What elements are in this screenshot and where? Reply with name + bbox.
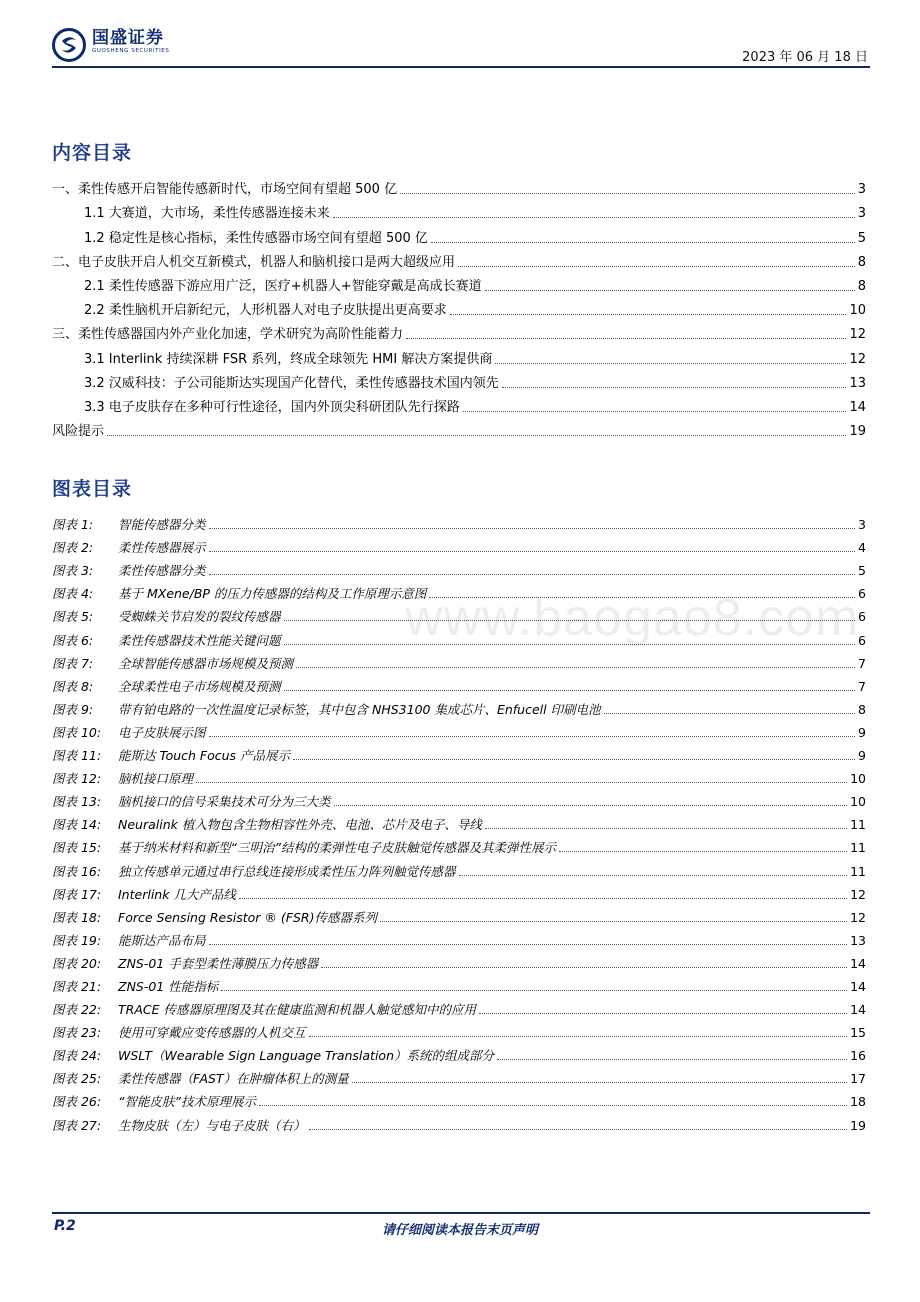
figure-entry[interactable] bbox=[52, 764, 866, 787]
figure-entry-page: 19 bbox=[850, 1117, 866, 1133]
toc-entry-page: 3 bbox=[857, 182, 866, 198]
toc-leader-dots bbox=[333, 217, 855, 218]
toc-leader-dots bbox=[495, 363, 846, 364]
figure-entry-text: 全球柔性电子市场规模及预测 bbox=[118, 678, 281, 694]
figure-leader-dots bbox=[284, 690, 856, 691]
figure-label: 图表 6: bbox=[52, 632, 94, 648]
figure-label: 图表 19: bbox=[52, 932, 102, 948]
toc-leader-dots bbox=[406, 338, 846, 339]
figure-entry-page: 7 bbox=[858, 655, 866, 671]
figure-entry[interactable] bbox=[52, 787, 866, 810]
figure-entry-text: 使用可穿戴应变传感器的人机交互 bbox=[118, 1025, 306, 1041]
toc-entry[interactable] bbox=[52, 416, 866, 440]
figure-entry-page: 14 bbox=[850, 955, 866, 971]
toc-entry-page: 8 bbox=[857, 278, 866, 294]
figure-leader-dots bbox=[380, 921, 847, 922]
figure-label: 图表 14: bbox=[52, 817, 102, 833]
figure-entry-text: 受蜘蛛关节启发的裂纹传感器 bbox=[118, 609, 281, 625]
header-divider bbox=[52, 66, 870, 68]
figure-entry-text: Neuralink 植入物包含生物相容性外壳、电池、芯片及电子、导线 bbox=[118, 817, 482, 833]
figure-label: 图表 22: bbox=[52, 1002, 102, 1018]
figure-entry-page: 13 bbox=[850, 932, 866, 948]
figure-entry-page: 14 bbox=[850, 978, 866, 994]
toc-entry[interactable] bbox=[52, 222, 866, 246]
toc-entry-text: 1.1 大赛道，大市场，柔性传感器连接未来 bbox=[84, 206, 330, 222]
figure-entry-page: 6 bbox=[858, 609, 866, 625]
figure-entry-page: 10 bbox=[850, 771, 866, 787]
figure-label: 图表 24: bbox=[52, 1048, 102, 1064]
figure-entry-page: 17 bbox=[850, 1071, 866, 1087]
figure-entry[interactable] bbox=[52, 1087, 866, 1110]
figure-entry[interactable] bbox=[52, 510, 866, 533]
figure-leader-dots bbox=[352, 1082, 848, 1083]
figure-leader-dots bbox=[321, 967, 847, 968]
toc-leader-dots bbox=[400, 193, 855, 194]
footer-disclaimer: 请仔细阅读本报告末页声明 bbox=[381, 1223, 538, 1238]
toc-entry-text: 2.2 柔性脑机开启新纪元，人形机器人对电子皮肤提出更高要求 bbox=[84, 303, 447, 319]
figure-entry-page: 9 bbox=[858, 748, 866, 764]
figure-entry-page: 14 bbox=[850, 1002, 866, 1018]
figure-entry-page: 15 bbox=[850, 1025, 866, 1041]
toc-entry-text: 3.3 电子皮肤存在多种可行性途径，国内外顶尖科研团队先行探路 bbox=[84, 399, 460, 415]
figure-entry-page: 11 bbox=[850, 817, 866, 833]
figure-entry-text: 智能传感器分类 bbox=[118, 517, 206, 533]
figure-leader-dots bbox=[479, 1013, 847, 1014]
toc-entry[interactable] bbox=[52, 368, 866, 392]
toc-entry-page: 8 bbox=[857, 254, 866, 270]
figure-entry[interactable] bbox=[52, 1110, 866, 1133]
figure-label: 图表 8: bbox=[52, 678, 94, 694]
toc-leader-dots bbox=[431, 242, 855, 243]
figure-entry[interactable] bbox=[52, 903, 866, 926]
toc-entry-text: 1.2 稳定性是核心指标，柔性传感器市场空间有望超 500 亿 bbox=[84, 230, 428, 246]
figure-entry[interactable] bbox=[52, 741, 866, 764]
figure-entry-page: 18 bbox=[850, 1094, 866, 1110]
figure-entry-text: ZNS-01 性能指标 bbox=[118, 978, 219, 994]
figure-entry-page: 8 bbox=[858, 701, 866, 717]
toc-entry-text: 三、柔性传感器国内外产业化加速，学术研究为高阶性能蓄力 bbox=[52, 327, 404, 343]
figure-entry-page: 11 bbox=[850, 840, 866, 856]
figure-entry-page: 16 bbox=[850, 1048, 866, 1064]
toc-entry-page: 19 bbox=[849, 424, 866, 440]
company-name-en: GUOSHENG SECURITIES bbox=[92, 48, 170, 54]
toc-entry-page: 5 bbox=[857, 230, 866, 246]
figure-label: 图表 11: bbox=[52, 748, 102, 764]
figure-entry[interactable] bbox=[52, 718, 866, 741]
toc-entry-text: 3.2 汉威科技：子公司能斯达实现国产化替代，柔性传感器技术国内领先 bbox=[84, 375, 499, 391]
figure-entry-text: 电子皮肤展示图 bbox=[118, 724, 206, 740]
figure-leader-dots bbox=[497, 1059, 847, 1060]
figure-label: 图表 10: bbox=[52, 724, 102, 740]
figure-leader-dots bbox=[309, 1036, 848, 1037]
figure-label: 图表 17: bbox=[52, 886, 102, 902]
figure-label: 图表 18: bbox=[52, 909, 102, 925]
toc-leader-dots bbox=[107, 435, 846, 436]
figure-entry-text: WSLT（Wearable Sign Language Translation）系统的组成部分 bbox=[118, 1048, 495, 1064]
figure-entry-text: 柔性传感器（FAST）在肿瘤体积上的测量 bbox=[118, 1071, 349, 1087]
figure-entry[interactable] bbox=[52, 649, 866, 672]
figure-label: 图表 1: bbox=[52, 517, 94, 533]
figure-entry-page: 12 bbox=[850, 909, 866, 925]
figure-entry-text: 生物皮肤（左）与电子皮肤（右） bbox=[118, 1117, 306, 1133]
figure-label: 图表 2: bbox=[52, 540, 94, 556]
figure-entry-text: “智能皮肤”技术原理展示 bbox=[118, 1094, 256, 1110]
figure-label: 图表 27: bbox=[52, 1117, 102, 1133]
figure-entry-text: 柔性传感器技术性能关键问题 bbox=[118, 632, 281, 648]
toc-entry-page: 13 bbox=[849, 375, 866, 391]
toc-entry[interactable] bbox=[52, 271, 866, 295]
figures-title: 图表目录 bbox=[52, 478, 133, 500]
figure-entry-text: 基于 MXene/BP 的压力传感器的结构及工作原理示意图 bbox=[118, 586, 427, 602]
figure-leader-dots bbox=[485, 828, 847, 829]
figure-entry-page: 5 bbox=[858, 563, 866, 579]
figure-entry[interactable] bbox=[52, 1041, 866, 1064]
figure-label: 图表 23: bbox=[52, 1025, 102, 1041]
page-number: P.2 bbox=[54, 1218, 76, 1234]
toc-entry[interactable] bbox=[52, 319, 866, 343]
figure-entry-page: 11 bbox=[850, 863, 866, 879]
company-logo bbox=[52, 28, 169, 68]
figure-entry[interactable] bbox=[52, 856, 866, 879]
figure-label: 图表 15: bbox=[52, 840, 102, 856]
figure-entry[interactable] bbox=[52, 926, 866, 949]
figure-label: 图表 7: bbox=[52, 655, 94, 671]
toc-leader-dots bbox=[502, 387, 847, 388]
figure-leader-dots bbox=[239, 898, 847, 899]
toc-entry-page: 12 bbox=[849, 351, 866, 367]
figure-label: 图表 20: bbox=[52, 955, 102, 971]
figure-leader-dots bbox=[209, 551, 856, 552]
toc-entry-page: 12 bbox=[849, 327, 866, 343]
figure-entry-text: 脑机接口原理 bbox=[118, 771, 194, 787]
figure-entry-text: ZNS-01 手套型柔性薄膜压力传感器 bbox=[118, 955, 319, 971]
toc-entry-text: 风险提示 bbox=[52, 424, 105, 440]
toc-entry-page: 14 bbox=[849, 399, 866, 415]
figure-entry-page: 9 bbox=[858, 724, 866, 740]
toc-entry[interactable] bbox=[52, 392, 866, 416]
page-header bbox=[52, 22, 870, 68]
figure-label: 图表 25: bbox=[52, 1071, 102, 1087]
toc-title: 内容目录 bbox=[52, 142, 133, 164]
figure-entry-text: 基于纳米材料和新型“三明治”结构的柔弹性电子皮肤触觉传感器及其柔弹性展示 bbox=[118, 840, 556, 856]
figure-leader-dots bbox=[559, 851, 847, 852]
figure-entry[interactable] bbox=[52, 880, 866, 903]
toc-entry-text: 3.1 Interlink 持续深耕 FSR 系列，终成全球领先 HMI 解决方案提供商 bbox=[84, 351, 493, 367]
toc-leader-dots bbox=[450, 314, 847, 315]
figure-label: 图表 13: bbox=[52, 794, 102, 810]
company-name-cn: 国盛证券 bbox=[92, 28, 164, 48]
figure-entry[interactable] bbox=[52, 672, 866, 695]
figure-label: 图表 9: bbox=[52, 701, 94, 717]
figure-leader-dots bbox=[196, 782, 847, 783]
figure-leader-dots bbox=[209, 944, 848, 945]
figure-entry-page: 7 bbox=[858, 678, 866, 694]
toc-list bbox=[52, 174, 866, 440]
figure-leader-dots bbox=[209, 574, 856, 575]
figure-entry[interactable] bbox=[52, 556, 866, 579]
figure-entry-page: 3 bbox=[858, 517, 866, 533]
figure-leader-dots bbox=[209, 736, 856, 737]
figure-entry-text: 柔性传感器展示 bbox=[118, 540, 206, 556]
figure-entry-text: TRACE 传感器原理图及其在健康监测和机器人触觉感知中的应用 bbox=[118, 1002, 476, 1018]
figure-entry-text: 脑机接口的信号采集技术可分为三大类 bbox=[118, 794, 331, 810]
figure-entry[interactable] bbox=[52, 533, 866, 556]
figure-leader-dots bbox=[209, 528, 856, 529]
guosheng-logo-icon bbox=[52, 28, 86, 62]
figure-leader-dots bbox=[221, 990, 847, 991]
figure-label: 图表 21: bbox=[52, 978, 102, 994]
figure-leader-dots bbox=[293, 759, 855, 760]
figure-entry-text: 独立传感单元通过串行总线连接形成柔性压力阵列触觉传感器 bbox=[118, 863, 456, 879]
figure-entry[interactable] bbox=[52, 1064, 866, 1087]
figure-entry-text: 全球智能传感器市场规模及预测 bbox=[118, 655, 294, 671]
figure-entry[interactable] bbox=[52, 810, 866, 833]
toc-entry[interactable] bbox=[52, 174, 866, 198]
toc-entry-text: 二、电子皮肤开启人机交互新模式，机器人和脑机接口是两大超级应用 bbox=[52, 254, 456, 270]
figure-leader-dots bbox=[259, 1105, 847, 1106]
figure-entry[interactable] bbox=[52, 833, 866, 856]
figure-leader-dots bbox=[604, 713, 855, 714]
figure-label: 图表 26: bbox=[52, 1094, 102, 1110]
toc-leader-dots bbox=[458, 266, 855, 267]
figure-leader-dots bbox=[459, 875, 848, 876]
figure-entry-page: 6 bbox=[858, 632, 866, 648]
figure-entry[interactable] bbox=[52, 949, 866, 972]
watermark: www.baogao8.com bbox=[405, 589, 860, 647]
toc-entry[interactable] bbox=[52, 198, 866, 222]
toc-entry-page: 10 bbox=[849, 303, 866, 319]
figure-entry-text: Force Sensing Resistor ® (FSR)传感器系列 bbox=[118, 909, 377, 925]
figure-label: 图表 3: bbox=[52, 563, 94, 579]
toc-entry-text: 一、柔性传感开启智能传感新时代，市场空间有望超 500 亿 bbox=[52, 182, 398, 198]
figure-entry[interactable] bbox=[52, 1018, 866, 1041]
figure-entry-page: 6 bbox=[858, 586, 866, 602]
figure-leader-dots bbox=[334, 805, 848, 806]
figure-entry[interactable] bbox=[52, 972, 866, 995]
figure-entry[interactable] bbox=[52, 995, 866, 1018]
report-date: 2023 年 06 月 18 日 bbox=[742, 50, 868, 65]
toc-entry-text: 2.1 柔性传感器下游应用广泛，医疗+机器人+智能穿戴是高成长赛道 bbox=[84, 278, 482, 294]
figure-leader-dots bbox=[309, 1129, 848, 1130]
footer-divider bbox=[52, 1212, 870, 1214]
figure-label: 图表 16: bbox=[52, 863, 102, 879]
figure-entry-page: 10 bbox=[850, 794, 866, 810]
toc-leader-dots bbox=[463, 411, 847, 412]
figure-entry-text: 带有铂电路的一次性温度记录标签，其中包含 NHS3100 集成芯片、Enfucell 印刷电池 bbox=[118, 701, 601, 717]
figure-label: 图表 12: bbox=[52, 771, 102, 787]
figure-entry-text: 能斯达 Touch Focus 产品展示 bbox=[118, 748, 291, 764]
toc-entry[interactable] bbox=[52, 343, 866, 367]
figure-entry[interactable] bbox=[52, 695, 866, 718]
figure-entry-page: 4 bbox=[858, 540, 866, 556]
figure-leader-dots bbox=[296, 667, 855, 668]
toc-entry[interactable] bbox=[52, 247, 866, 271]
toc-leader-dots bbox=[485, 290, 855, 291]
figure-entry-text: 柔性传感器分类 bbox=[118, 563, 206, 579]
toc-entry[interactable] bbox=[52, 295, 866, 319]
figure-entry-text: Interlink 几大产品线 bbox=[118, 886, 236, 902]
toc-entry-page: 3 bbox=[857, 206, 866, 222]
figure-label: 图表 5: bbox=[52, 609, 94, 625]
figure-entry-page: 12 bbox=[850, 886, 866, 902]
figure-entry-text: 能斯达产品布局 bbox=[118, 932, 206, 948]
figure-label: 图表 4: bbox=[52, 586, 94, 602]
